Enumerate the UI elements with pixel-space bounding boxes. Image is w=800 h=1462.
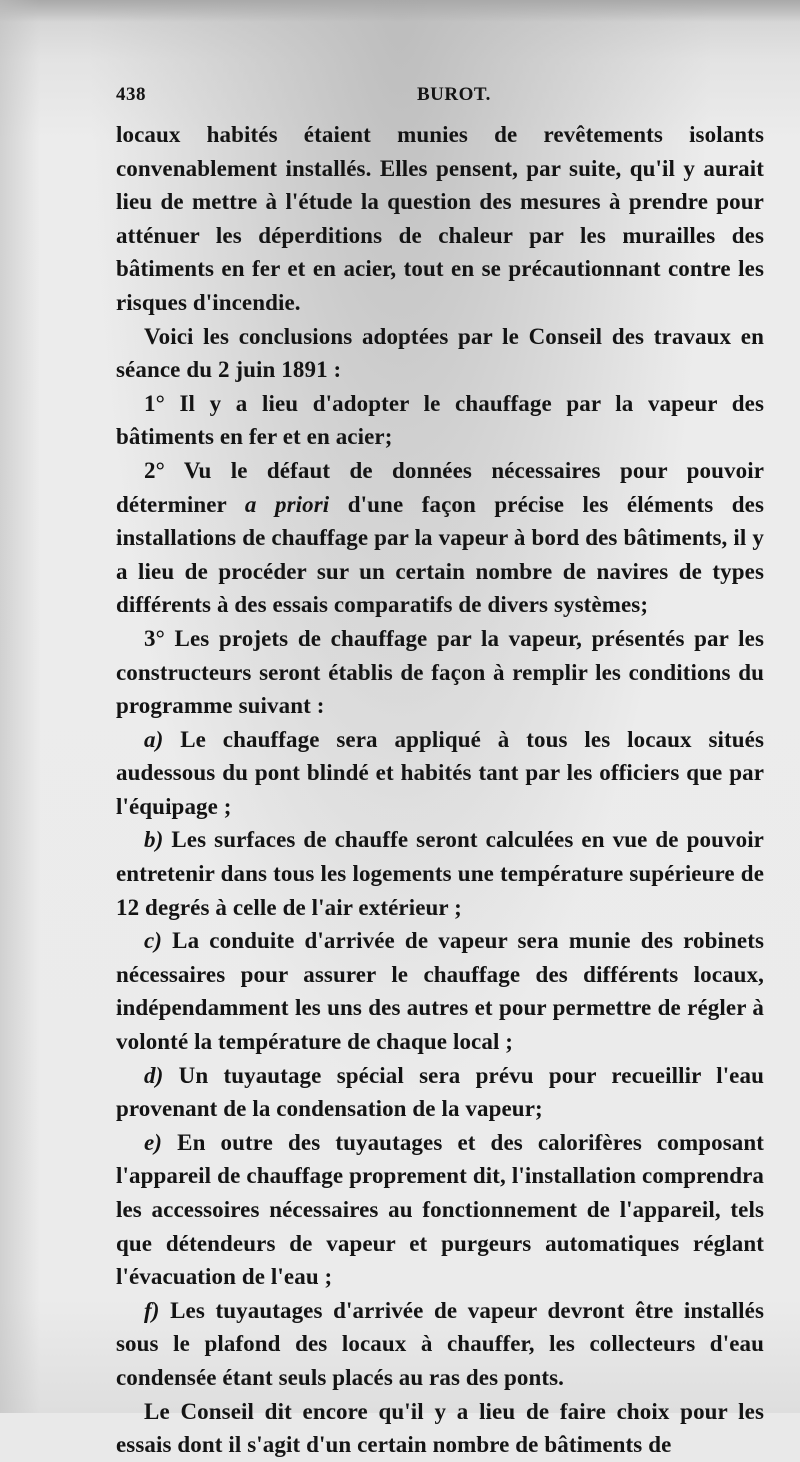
paragraph-item-2 (116, 454, 764, 622)
paragraph-item-3 (116, 622, 764, 723)
running-head: BUROT. (417, 84, 491, 105)
page-number: 438 (116, 84, 146, 105)
paragraph-conclusions-intro (116, 320, 764, 387)
paragraph-item-1 (116, 387, 764, 454)
subitem-label: c) (144, 928, 163, 954)
page-header (116, 84, 764, 110)
paragraph-text: 2° Vu le défaut de données nécessaires pour pouvoir déterminer (116, 457, 764, 517)
italic-phrase: a priori (244, 491, 330, 517)
paragraph-subitem-d (116, 1059, 764, 1126)
paragraph-subitem-c (116, 924, 764, 1058)
paragraph-text: 1° Il y a lieu d'adopter le chauffage par la vapeur des bâtiments en fer et en acier; (116, 390, 764, 450)
paragraph-text: Voici les conclusions adoptées par le Conseil des travaux en séance du 2 juin 1891 : (116, 323, 764, 383)
paragraph-text: 3° Les projets de chauffage par la vapeur, présentés par les constructeurs seront établis de façon à remplir les conditions du programme suivant : (116, 625, 764, 719)
subitem-label: a) (144, 726, 164, 752)
paragraph-text: Le Conseil dit encore qu'il y a lieu de faire choix pour les essais dont il s'agit d'un certain nombre de bâtiments de (116, 1398, 764, 1458)
paragraph-council (116, 1395, 764, 1462)
paragraph-subitem-f (116, 1294, 764, 1395)
paragraph-text: d'une façon précise les éléments des installations de chauffage par la vapeur à bord des bâtiments, il y a lieu de procéder sur un certain nombre de navires de types différents à des essais comparatifs de divers systèmes; (116, 491, 765, 618)
scan-shadow-left (0, 0, 40, 1413)
subitem-label: f) (144, 1297, 160, 1323)
paragraph-text: locaux habités étaient munies de revêtements isolants convenablement installés. Elles pensent, par suite, qu'il y aurait lieu de mettre à l'étude la question des mesures à prendre pour atténuer les déperditions de chaleur par les murailles des bâtiments en fer et en acier, tout en se précautionnant contre les risques d'incendie. (116, 122, 764, 315)
paragraph-subitem-a (116, 723, 764, 824)
paragraph-text: Un tuyautage spécial sera prévu pour recueillir l'eau provenant de la condensation de la vapeur; (116, 1062, 764, 1122)
paragraph-subitem-b (116, 823, 764, 924)
subitem-label: e) (144, 1129, 163, 1155)
paragraph-text: Les surfaces de chauffe seront calculées en vue de pouvoir entretenir dans tous les logements une température supérieure de 12 degrés à celle de l'air extérieur ; (116, 827, 764, 920)
scan-shadow-top (0, 0, 800, 22)
subitem-label: d) (144, 1062, 164, 1088)
paragraph-subitem-e (116, 1126, 764, 1294)
paragraph-continuation (116, 118, 764, 320)
paragraph-text: Les tuyautages d'arrivée de vapeur devront être installés sous le plafond des locaux à chauffer, les collecteurs d'eau condensée étant seuls placés au ras des ponts. (116, 1297, 764, 1390)
body-text (116, 118, 764, 1462)
paragraph-text: La conduite d'arrivée de vapeur sera munie des robinets nécessaires pour assurer le chauffage des différents locaux, indépendamment les uns des autres et pour permettre de régler à volonté la température de chaque local ; (116, 928, 764, 1055)
paragraph-text: Le chauffage sera appliqué à tous les locaux situés audessous du pont blindé et habités tant par les officiers que par l'équipage ; (116, 726, 764, 819)
paragraph-text: En outre des tuyautages et des calorifères composant l'appareil de chauffage proprement dit, l'installation comprendra les accessoires nécessaires au fonctionnement de l'appareil, tels que détendeurs de vapeur et purgeurs automatiques réglant l'évacuation de l'eau ; (116, 1129, 764, 1290)
subitem-label: b) (144, 827, 164, 853)
